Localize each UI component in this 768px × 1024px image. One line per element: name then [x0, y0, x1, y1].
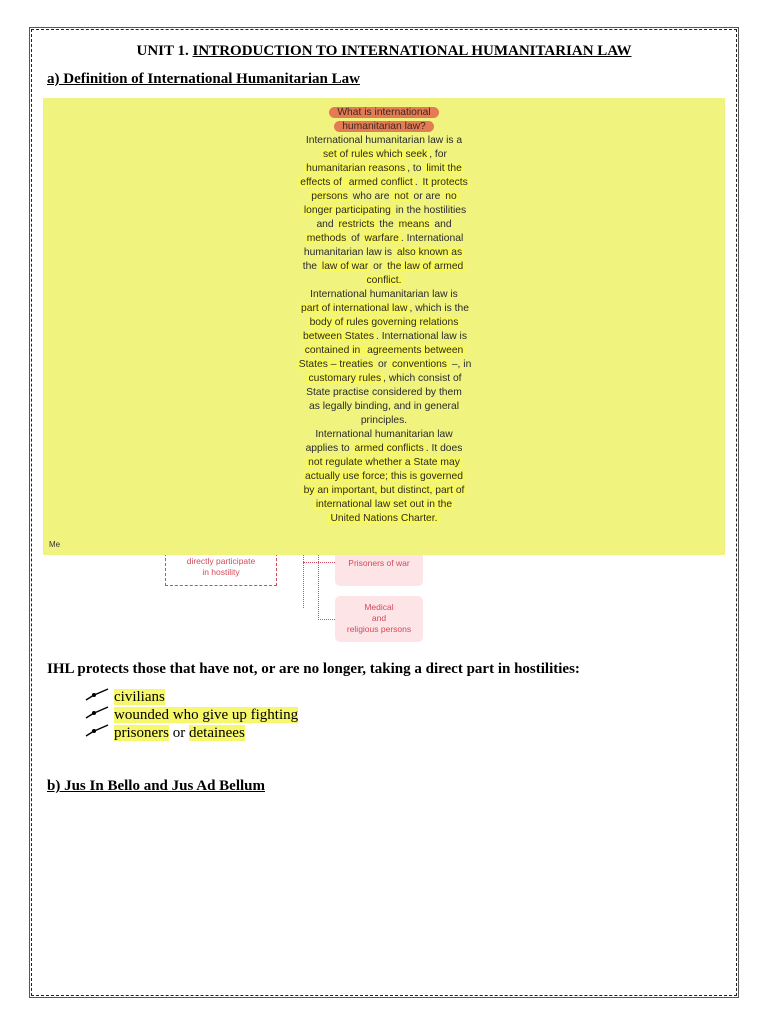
- highlighted-text: United Nations Charter.: [330, 513, 438, 524]
- checkmark-icon: [84, 723, 114, 744]
- note-tag: Me: [49, 540, 61, 549]
- ihl-protects-statement: IHL protects those that have not, or are no longer, taking a direct part in hostilities:: [47, 661, 580, 677]
- plain-text: or: [375, 359, 390, 370]
- title-main: INTRODUCTION TO INTERNATIONAL HUMANITARIAN LAW: [192, 43, 632, 59]
- plain-text: .: [414, 177, 421, 188]
- highlighted-text: body of rules governing relations: [309, 317, 459, 328]
- highlighted-text: humanitarian reasons: [306, 163, 406, 174]
- highlighted-text: international law set out in the: [315, 499, 453, 510]
- note-line: [43, 456, 725, 470]
- note-line: [43, 498, 725, 512]
- highlighted-text: not regulate whether a State may: [308, 457, 460, 468]
- highlighted-text: agreements between: [367, 345, 464, 356]
- note-line: [43, 288, 725, 302]
- highlighted-text: the law of armed: [387, 261, 464, 272]
- highlighted-text: conventions: [392, 359, 447, 370]
- plain-text: International humanitarian law is a: [305, 135, 463, 146]
- note-line: [43, 260, 725, 274]
- note-line: [43, 372, 725, 386]
- note-line: [43, 400, 725, 414]
- note-line: [43, 330, 725, 344]
- note-line: [43, 358, 725, 372]
- note-line: [43, 302, 725, 316]
- highlighted-text: armed conflicts: [354, 443, 424, 454]
- diagram-box-medical-religious: Medical and religious persons: [335, 596, 423, 642]
- note-line: [43, 162, 725, 176]
- diagram-box-prisoners-of-war: Prisoners of war: [335, 548, 423, 586]
- note-line: [43, 386, 725, 400]
- plain-text: humanitarian law is: [303, 247, 395, 258]
- plain-text: International humanitarian law is: [310, 289, 458, 300]
- plain-text: State practise considered by them: [306, 387, 462, 398]
- plain-text: , which consist of: [383, 373, 462, 384]
- highlighted-text: not: [394, 191, 409, 202]
- list-item: [84, 723, 245, 744]
- note-question-highlight: What is international: [329, 107, 438, 118]
- diagram-connector: [303, 562, 335, 563]
- plain-text: and: [316, 219, 337, 230]
- diagram-connector: [318, 548, 319, 620]
- note-line: [43, 246, 725, 260]
- plain-text: of: [348, 233, 363, 244]
- plain-text: who are: [349, 191, 393, 202]
- highlighted-text: effects of: [300, 177, 345, 188]
- page-title: [0, 43, 768, 60]
- highlighted-text: conflict.: [366, 275, 402, 286]
- title-prefix: UNIT 1.: [136, 43, 193, 59]
- note-line: [43, 470, 725, 484]
- note-line: [43, 134, 725, 148]
- plain-text: and: [431, 219, 452, 230]
- plain-text: as legally binding, and in general: [309, 401, 459, 412]
- note-line: [43, 176, 725, 190]
- yellow-note-overlay: [43, 98, 725, 555]
- highlighted-text: also known as: [396, 247, 463, 258]
- note-line: [43, 218, 725, 232]
- note-line: [43, 274, 725, 288]
- note-line: [43, 414, 725, 428]
- highlighted-text: persons: [311, 191, 348, 202]
- highlighted-text: means: [398, 219, 430, 230]
- plain-text: . International: [400, 233, 464, 244]
- ihl-diagram: [140, 548, 640, 648]
- diagram-box-direct-participants: directly participate in hostility: [165, 548, 277, 586]
- highlighted-text: armed conflict: [348, 177, 413, 188]
- note-line: [43, 106, 725, 120]
- diagram-connector: [318, 619, 335, 620]
- note-line: [43, 316, 725, 330]
- note-question-highlight: humanitarian law?: [334, 121, 434, 132]
- highlighted-text: contained in: [304, 345, 364, 356]
- plain-text: , for: [429, 149, 447, 160]
- highlighted-text: wounded who give up fighting: [114, 706, 299, 723]
- bullet-text: [114, 707, 298, 723]
- highlighted-text: limit the: [426, 163, 462, 174]
- highlighted-text: civilians: [114, 688, 165, 705]
- bullet-text: [114, 725, 245, 741]
- highlighted-text: detainees: [189, 724, 245, 741]
- highlighted-text: methods: [306, 233, 347, 244]
- highlighted-text: by an important, but distinct, part of: [303, 485, 465, 496]
- note-line: [43, 512, 725, 526]
- note-text: [43, 106, 725, 526]
- highlighted-text: It protects: [422, 177, 468, 188]
- diagram-connector: [303, 548, 304, 608]
- highlighted-text: warfare: [364, 233, 399, 244]
- highlighted-text: set of rules which seek: [323, 149, 428, 160]
- note-line: [43, 428, 725, 442]
- highlighted-text: prisoners: [114, 724, 169, 741]
- plain-text: applies to: [305, 443, 353, 454]
- highlighted-text: actually use force; this is governed: [305, 471, 463, 482]
- section-b-heading: b) Jus In Bello and Jus Ad Bellum: [47, 778, 265, 794]
- plain-text: or: [169, 724, 189, 741]
- plain-text: . International law is: [375, 331, 467, 342]
- highlighted-text: restricts: [338, 219, 375, 230]
- plain-text: or: [370, 261, 386, 272]
- highlighted-text: no: [445, 191, 457, 202]
- plain-text: International humanitarian law: [315, 429, 453, 440]
- plain-text: the: [376, 219, 397, 230]
- note-line: [43, 484, 725, 498]
- plain-text: –, in: [448, 359, 472, 370]
- bullet-text: [114, 689, 165, 705]
- note-line: [43, 190, 725, 204]
- highlighted-text: between States: [303, 331, 374, 342]
- note-line: [43, 232, 725, 246]
- plain-text: . It does: [425, 443, 463, 454]
- highlighted-text: law of war: [321, 261, 369, 272]
- plain-text: , which is the: [409, 303, 469, 314]
- highlighted-text: States – treaties: [298, 359, 374, 370]
- plain-text: or are: [410, 191, 444, 202]
- note-line: [43, 148, 725, 162]
- plain-text: in the hostilities: [392, 205, 467, 216]
- highlighted-text: customary rules: [308, 373, 382, 384]
- note-line: [43, 120, 725, 134]
- plain-text: , to: [407, 163, 425, 174]
- note-line: [43, 204, 725, 218]
- note-line: [43, 344, 725, 358]
- section-a-heading: a) Definition of International Humanitarian Law: [47, 71, 360, 87]
- plain-text: principles.: [360, 415, 408, 426]
- highlighted-text: part of international law: [301, 303, 408, 314]
- highlighted-text: longer participating: [303, 205, 391, 216]
- plain-text: the: [302, 261, 320, 272]
- note-line: [43, 442, 725, 456]
